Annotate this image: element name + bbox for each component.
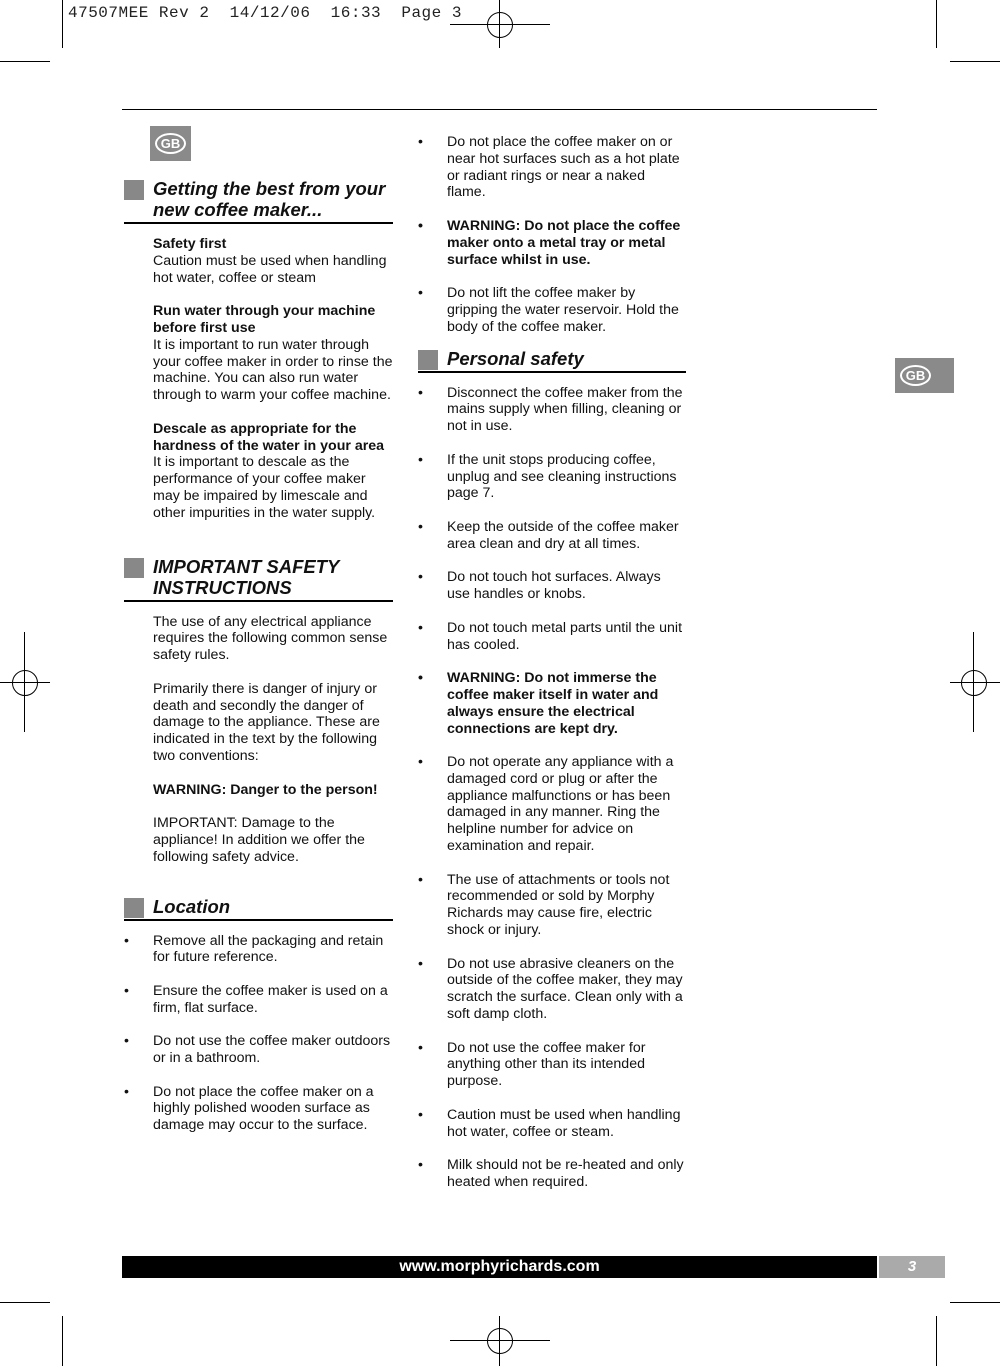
gb-badge-top — [150, 126, 191, 161]
list-item: • Do not lift the coffee maker by gripping the water reservoir. Hold the body of the coffee maker. — [418, 285, 679, 335]
list-item: • Do not operate any appliance with a damaged cord or plug or after the appliance malfunctions or has been damaged in any manner. Ring the helpline number for advice on examination and repair. — [418, 754, 674, 855]
paragraph: The use of any electrical appliance requires the following common sense safety rules. — [153, 613, 388, 664]
list-item: • If the unit stops producing coffee, unplug and see cleaning instructions page 7. — [418, 451, 677, 502]
list-item: • Disconnect the coffee maker from the mains supply when filling, cleaning or not in use. — [418, 384, 683, 435]
list-item: • Do not place the coffee maker on or near hot surfaces such as a hot plate or radiant rings or near a naked flame. — [418, 134, 680, 201]
section-title: Personal safety — [447, 347, 584, 369]
list-item: • Remove all the packaging and retain for future reference. — [124, 932, 384, 966]
paragraph-heading: Safety first — [153, 236, 227, 252]
paragraph — [153, 303, 393, 404]
paragraph — [153, 236, 393, 286]
list-item: • Keep the outside of the coffee maker area clean and dry at all times. — [418, 518, 679, 552]
section-important-safety — [124, 556, 393, 602]
list-item: • Milk should not be re-heated and only heated when required. — [418, 1157, 684, 1191]
section-title: Location — [153, 895, 231, 917]
section-title: Getting the best from your new coffee maker... — [153, 178, 386, 220]
left-column — [124, 178, 393, 1151]
paragraph-heading: Run water through your machine before first use — [153, 303, 376, 336]
print-header: 47507MEE Rev 2 14/12/06 16:33 Page 3 — [68, 4, 462, 22]
gb-badge-label: GB — [155, 133, 186, 154]
list-item: • Do not place the coffee maker on a highly polished wooden surface as damage may occur to the surface. — [124, 1083, 374, 1134]
list-item-warning: • WARNING: Do not immerse the coffee maker itself in water and always ensure the electrical connections are kept dry. — [418, 670, 659, 737]
footer-url: www.morphyrichards.com — [122, 1256, 877, 1278]
paragraph — [153, 421, 393, 522]
paragraph: IMPORTANT: Damage to the appliance! In addition we offer the following safety advice. — [153, 815, 365, 865]
top-rule — [122, 109, 877, 110]
list-item: • Do not use abrasive cleaners on the outside of the coffee maker, they may scratch the surface. Clean only with a soft damp cloth. — [418, 955, 683, 1023]
gb-badge-side-label: GB — [900, 365, 931, 386]
list-item: • Do not touch metal parts until the unit has cooled. — [418, 619, 683, 653]
section-location — [124, 896, 393, 921]
paragraph-text: It is important to run water through your coffee maker in order to rinse the machine. You can also run water through to warm your coffee machine. — [153, 336, 393, 404]
list-item-warning: • WARNING: Do not place the coffee maker onto a metal tray or metal surface whilst in use. — [418, 217, 681, 268]
paragraph-heading: Descale as appropriate for the hardness of the water in your area — [153, 420, 385, 454]
page-number: 3 — [879, 1256, 945, 1278]
list-item: • Caution must be used when handling hot water, coffee or steam. — [418, 1106, 681, 1140]
paragraph-text: Caution must be used when handling hot water, coffee or steam — [153, 252, 387, 286]
list-item: • Ensure the coffee maker is used on a firm, flat surface. — [124, 982, 388, 1016]
paragraph-text: It is important to descale as the performance of your coffee maker may be impaired by limescale and other impurities in the water supply. — [153, 454, 376, 521]
list-item: • Do not touch hot surfaces. Always use handles or knobs. — [418, 569, 661, 603]
section-getting-best — [124, 178, 393, 224]
warning-text: WARNING: Danger to the person! — [153, 781, 378, 798]
paragraph: Primarily there is danger of injury or death and secondly the danger of damage to the appliance. These are indicated in the text by the following two conventions: — [153, 680, 380, 764]
list-item: • The use of attachments or tools not recommended or sold by Morphy Richards may cause fire, electric shock or injury. — [418, 871, 670, 939]
section-personal-safety — [418, 348, 686, 373]
section-title: IMPORTANT SAFETY INSTRUCTIONS — [153, 555, 340, 598]
list-item: • Do not use the coffee maker outdoors or in a bathroom. — [124, 1033, 391, 1067]
gb-badge-side — [895, 358, 954, 393]
right-column — [418, 134, 686, 1208]
list-item: • Do not use the coffee maker for anything other than its intended purpose. — [418, 1039, 646, 1090]
